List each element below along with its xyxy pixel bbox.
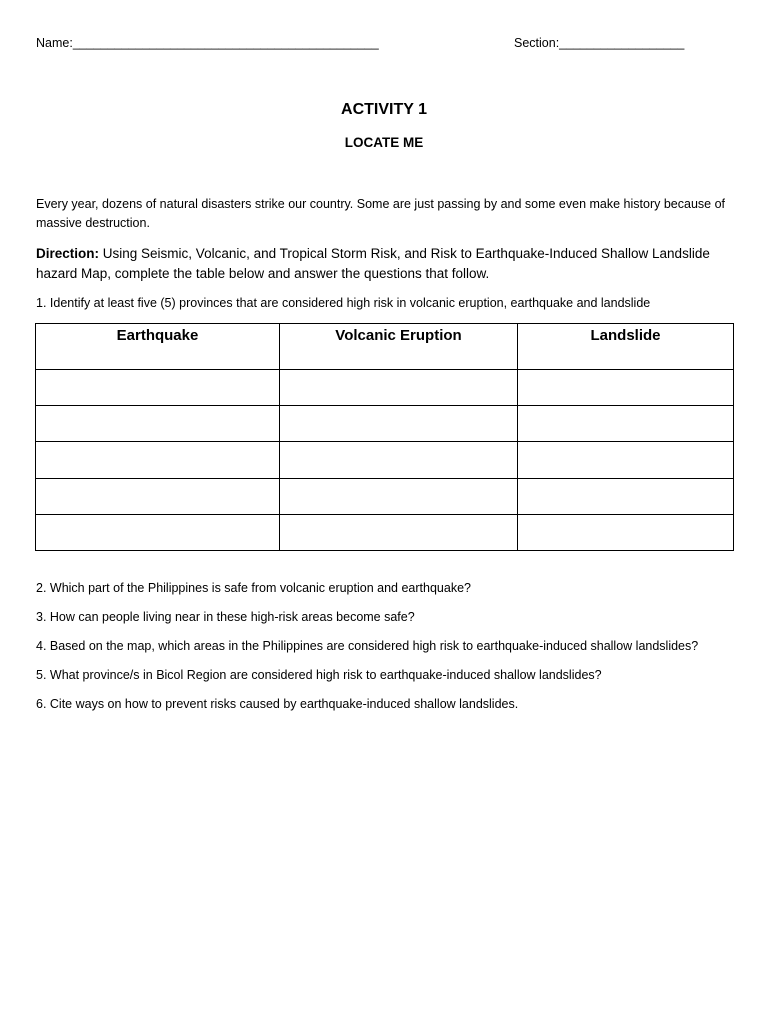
- intro-paragraph: Every year, dozens of natural disasters strike our country. Some are just passing by and some even make history because of massive destruction.: [36, 197, 726, 230]
- activity-subtitle: LOCATE ME: [344, 135, 424, 150]
- table-row: [36, 370, 734, 406]
- question-2: 2. Which part of the Philippines is safe from volcanic eruption and earthquake?: [36, 581, 471, 595]
- table-row: [36, 406, 734, 442]
- answer-cell[interactable]: [280, 442, 518, 478]
- name-field[interactable]: Name:____________________________________________: [36, 36, 379, 50]
- question-1: 1. Identify at least five (5) provinces that are considered high risk in volcanic eruption, earthquake and landslide: [36, 296, 651, 310]
- table-header-row: [36, 324, 734, 370]
- answer-cell[interactable]: [518, 514, 734, 550]
- table-row: [36, 442, 734, 478]
- answer-cell[interactable]: [280, 406, 518, 442]
- answer-cell[interactable]: [518, 442, 734, 478]
- answer-cell[interactable]: [36, 478, 280, 514]
- answer-cell[interactable]: [36, 442, 280, 478]
- question-5: 5. What province/s in Bicol Region are considered high risk to earthquake-induced shallow landslides?: [36, 668, 602, 682]
- answer-cell[interactable]: [518, 370, 734, 406]
- question-3: 3. How can people living near in these high-risk areas become safe?: [36, 610, 415, 624]
- answer-cell[interactable]: [36, 406, 280, 442]
- direction-text: Using Seismic, Volcanic, and Tropical Storm Risk, and Risk to Earthquake-Induced Shallow Landslide hazard Map, complete the table below and answer the questions that follow.: [36, 246, 710, 281]
- table-row: [36, 478, 734, 514]
- header-landslide: Landslide: [518, 324, 734, 370]
- answer-cell[interactable]: [280, 514, 518, 550]
- answer-cell[interactable]: [36, 370, 280, 406]
- header-volcanic-eruption: Volcanic Eruption: [280, 324, 518, 370]
- answer-cell[interactable]: [518, 478, 734, 514]
- direction-paragraph: [36, 244, 736, 284]
- answer-cell[interactable]: [280, 370, 518, 406]
- answer-cell[interactable]: [280, 478, 518, 514]
- question-6: 6. Cite ways on how to prevent risks caused by earthquake-induced shallow landslides.: [36, 697, 519, 711]
- activity-title: ACTIVITY 1: [341, 101, 427, 118]
- answer-table: [35, 323, 734, 551]
- question-4: 4. Based on the map, which areas in the Philippines are considered high risk to earthquake-induced shallow landslides?: [36, 639, 699, 653]
- answer-cell[interactable]: [518, 406, 734, 442]
- answer-cell[interactable]: [36, 514, 280, 550]
- table-row: [36, 514, 734, 550]
- section-field[interactable]: Section:__________________: [514, 36, 685, 50]
- direction-label: Direction:: [36, 246, 100, 261]
- header-earthquake: Earthquake: [36, 324, 280, 370]
